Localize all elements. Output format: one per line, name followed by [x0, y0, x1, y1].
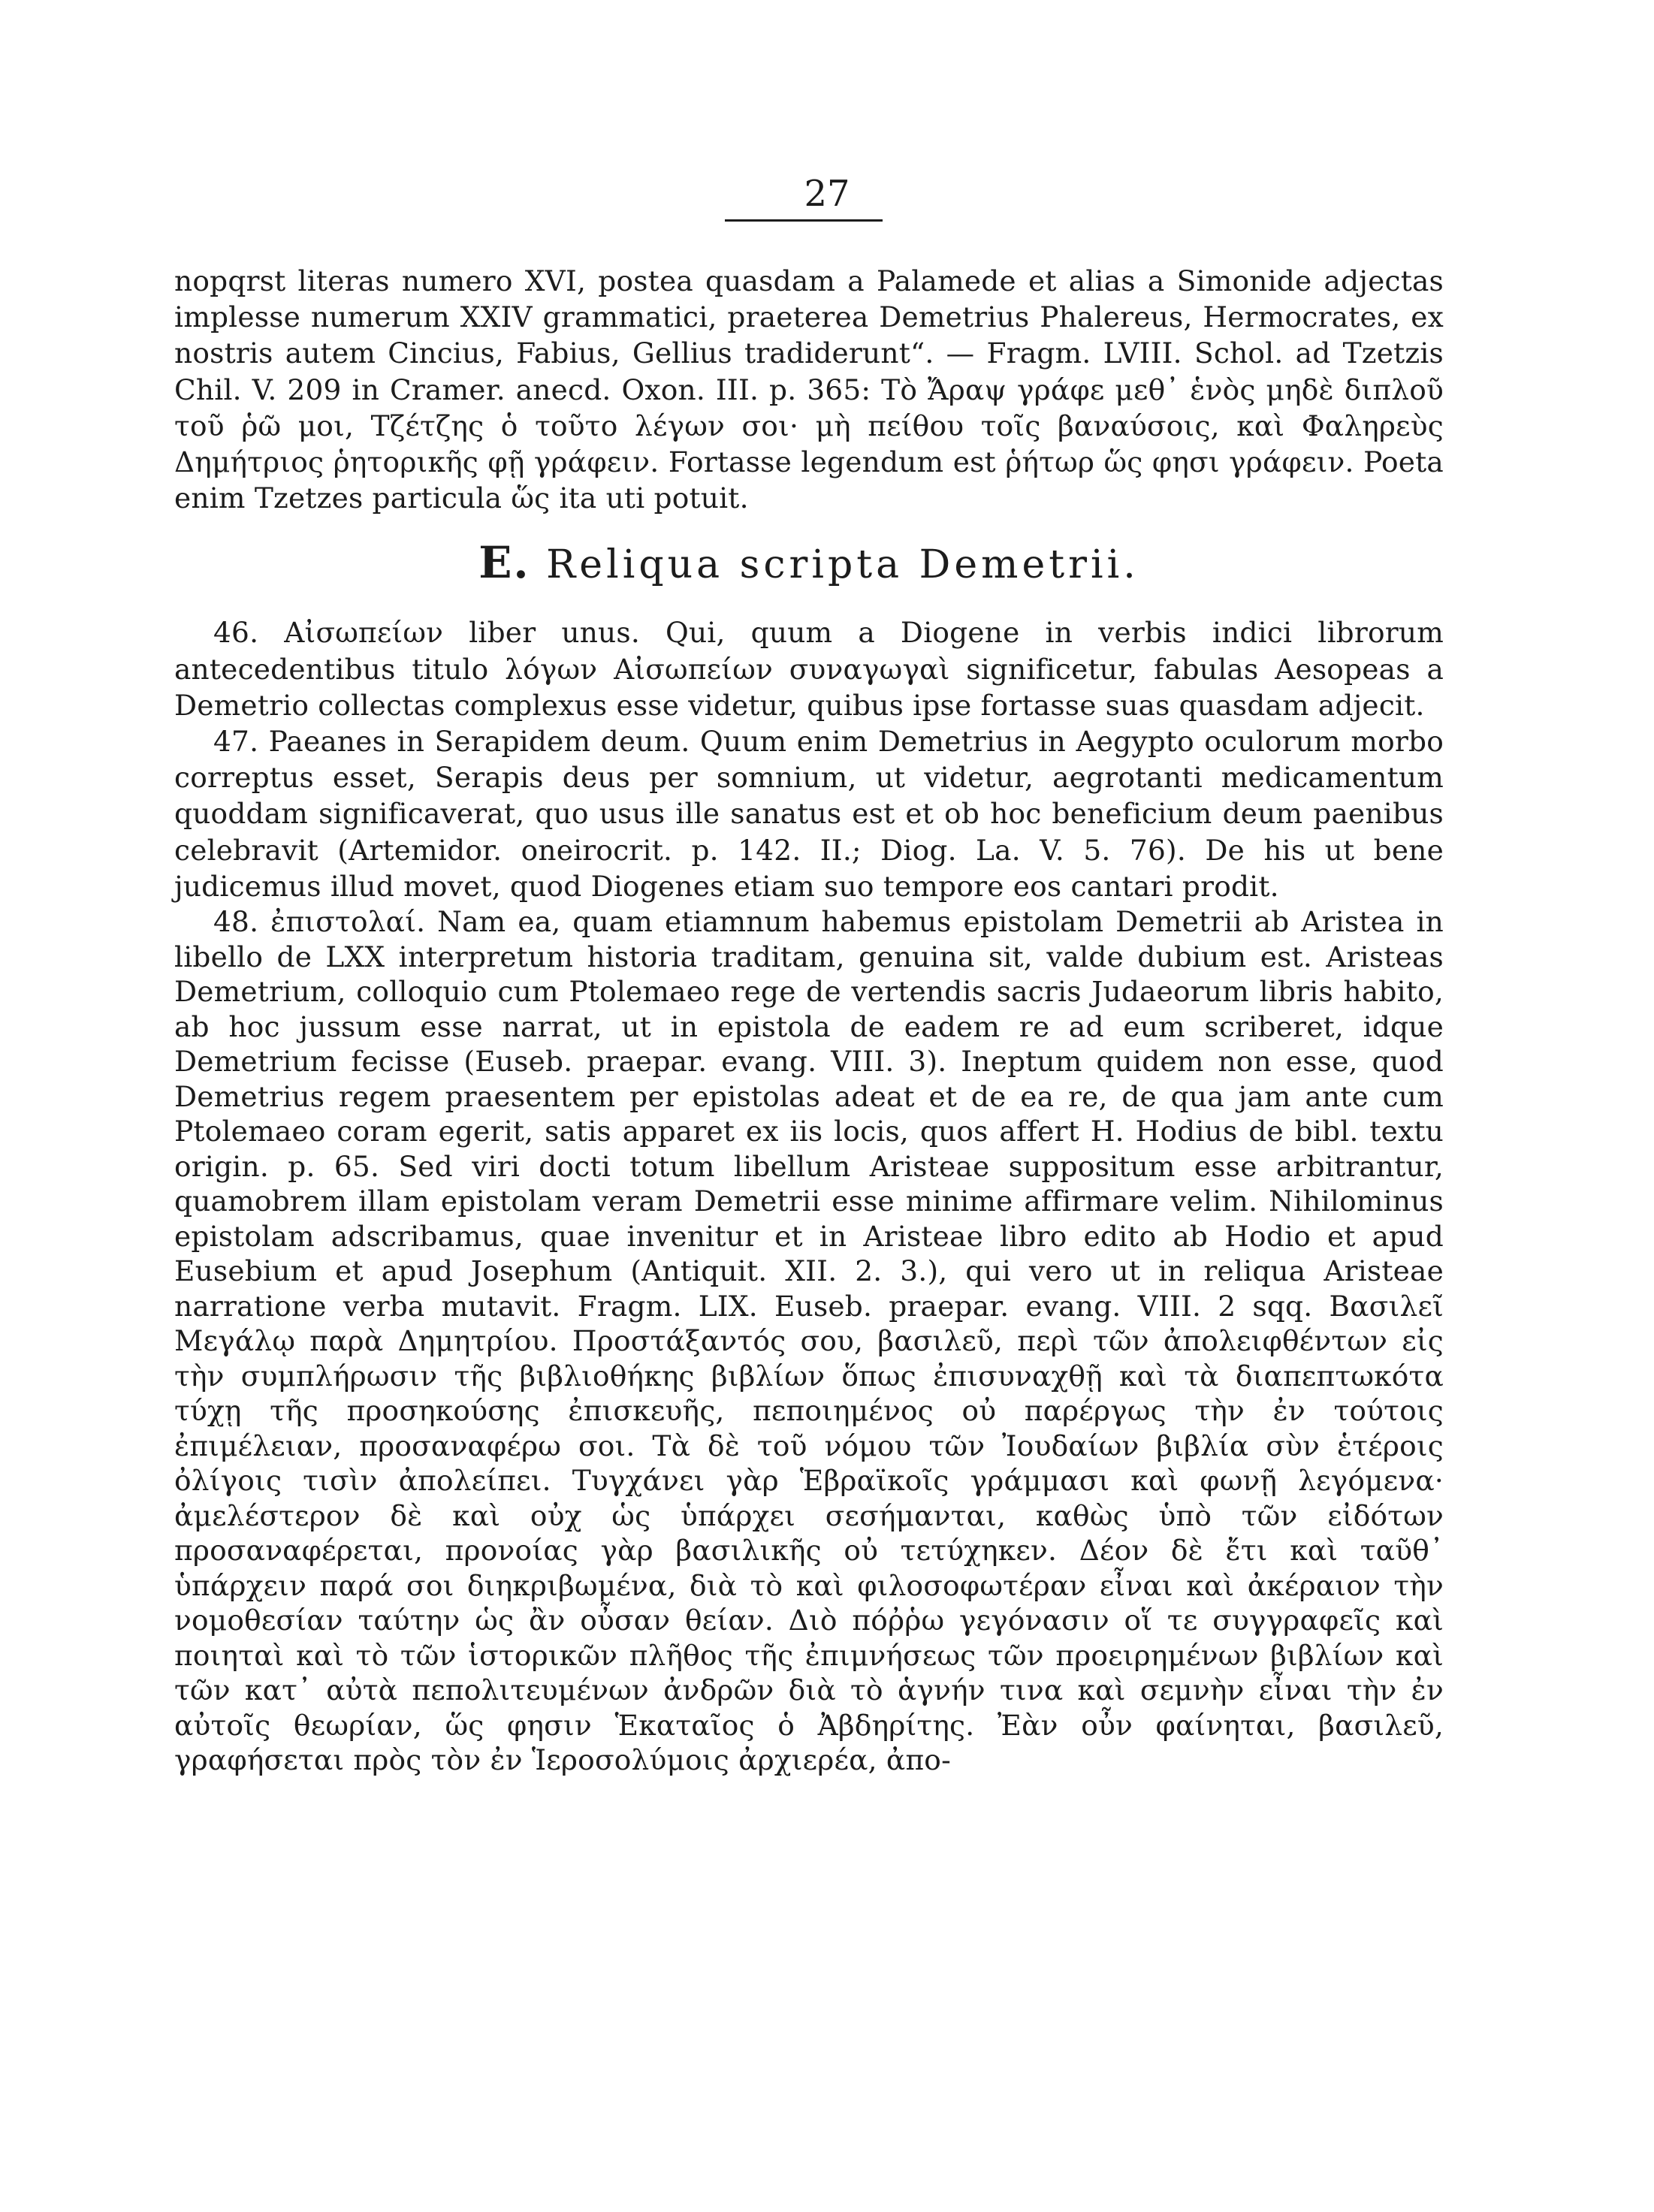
section-title: Reliqua scripta Demetrii.: [546, 542, 1139, 588]
text-column: [174, 263, 1444, 1778]
paragraph-48: 48. ἐπιστολαί. Nam ea, quam etiamnum habemus epistolam Demetrii ab Aristea in libello de LXX interpretum historia traditam, genuina sit, valde dubium est. Aristeas Demetrium, colloquio cum Ptolemaeo rege de vertendis sacris Judaeorum libris habito, ab hoc jussum esse narrat, ut in epistola de eadem re ad eum scriberet, idque Demetrium fecisse (Euseb. praepar. evang. VIII. 3). Ineptum quidem non esse, quod Demetrius regem praesentem per epistolas adeat et de ea re, de qua jam ante cum Ptolemaeo coram egerit, satis apparet ex iis locis, quos affert H. Hodius de bibl. textu origin. p. 65. Sed viri docti totum libellum Aristeae suppositum esse arbitrantur, quamobrem illam epistolam veram Demetrii esse minime affirmare velim. Nihilominus epistolam adscribamus, quae invenitur et in Aristeae libro edito ab Hodio et apud Eusebium et apud Josephum (Antiquit. XII. 2. 3.), qui vero ut in reliqua Aristeae narratione verba mutavit. Fragm. LIX. Euseb. praepar. evang. VIII. 2 sqq. Βασιλεῖ Μεγάλῳ παρὰ Δημητρίου. Προστάξαντός σου, βασιλεῦ, περὶ τῶν ἀπολειφθέντων εἰς τὴν συμπλήρωσιν τῆς βιβλιοθήκης βιβλίων ὅπως ἐπισυναχθῇ καὶ τὰ διαπεπτωκότα τύχῃ τῆς προσηκούσης ἐπισκευῆς, πεποιημένος οὐ παρέργως τὴν ἐν τούτοις ἐπιμέλειαν, προσαναφέρω σοι. Τὰ δὲ τοῦ νόμου τῶν Ἰουδαίων βιβλία σὺν ἑτέροις ὀλίγοις τισὶν ἀπολείπει. Τυγχάνει γὰρ Ἑβραϊκοῖς γράμμασι καὶ φωνῇ λεγόμενα· ἀμελέστερον δὲ καὶ οὐχ ὡς ὑπάρχει σεσήμανται, καθὼς ὑπὸ τῶν εἰδότων προσαναφέρεται, προνοίας γὰρ βασιλικῆς οὐ τετύχηκεν. Δέον δὲ ἔτι καὶ ταῦθ᾽ ὑπάρχειν παρά σοι διηκριβωμένα, διὰ τὸ καὶ φιλοσοφωτέραν εἶναι καὶ ἀκέραιον τὴν νομοθεσίαν ταύτην ὡς ἂν οὖσαν θείαν. Διὸ πόῤῥω γεγόνασιν οἵ τε συγγραφεῖς καὶ ποιηταὶ καὶ τὸ τῶν ἱστορικῶν πλῆθος τῆς ἐπιμνήσεως τῶν προειρημένων βιβλίων καὶ τῶν κατ᾽ αὐτὰ πεπολιτευμένων ἀνδρῶν διὰ τὸ ἁγνήν τινα καὶ σεμνὴν εἶναι τὴν ἐν αὐτοῖς θεωρίαν, ὥς φησιν Ἑκαταῖος ὁ Ἀβδηρίτης. Ἐὰν οὖν φαίνηται, βασιλεῦ, γραφήσεται πρὸς τὸν ἐν Ἱεροσολύμοις ἀρχιερέα, ἀπο-: [174, 905, 1444, 1777]
page-number: 27: [804, 173, 850, 215]
paragraph-46: 46. Αἰσωπείων liber unus. Qui, quum a Diogene in verbis indici librorum antecedentibus titulo λόγων Αἰσωπείων συναγωγαὶ significetur, fabulas Aesopeas a Demetrio collectas complexus esse videtur, quibus ipse fortasse suas quasdam adjecit.: [174, 616, 1444, 722]
section-letter: E.: [478, 537, 530, 589]
paragraph-47: 47. Paeanes in Serapidem deum. Quum enim Demetrius in Aegypto oculorum morbo correptus esset, Serapis deus per somnium, ut videtur, aegrotanti medicamentum quoddam significaverat, quo usus ille sanatus est et ob hoc beneficium deum paenibus celebravit (Artemidor. oneirocrit. p. 142. II.; Diog. La. V. 5. 76). De his ut bene judicemus illud movet, quod Diogenes etiam suo tempore eos cantari prodit.: [174, 725, 1444, 903]
section-heading: [174, 539, 1444, 589]
intro-paragraph: nopqrst literas numero XVI, postea quasdam a Palamede et alias a Simonide adjectas implesse numerum XXIV grammatici, praeterea Demetrius Phalereus, Hermocrates, ex nostris autem Cincius, Fabius, Gellius tradiderunt“. — Fragm. LVIII. Schol. ad Tzetzis Chil. V. 209 in Cramer. anecd. Oxon. III. p. 365: Τὸ Ἄραψ γράφε μεθ᾽ ἑνὸς μηδὲ διπλοῦ τοῦ ῥῶ μοι, Τζέτζης ὁ τοῦτο λέγων σοι· μὴ πείθου τοῖς βαναύσοις, καὶ Φαληρεὺς Δημήτριος ῥητορικῆς φῇ γράφειν. Fortasse legendum est ῥήτωρ ὥς φησι γράφειν. Poeta enim Tzetzes particula ὥς ita uti potuit.: [174, 264, 1444, 515]
page-number-rule: [725, 219, 883, 222]
